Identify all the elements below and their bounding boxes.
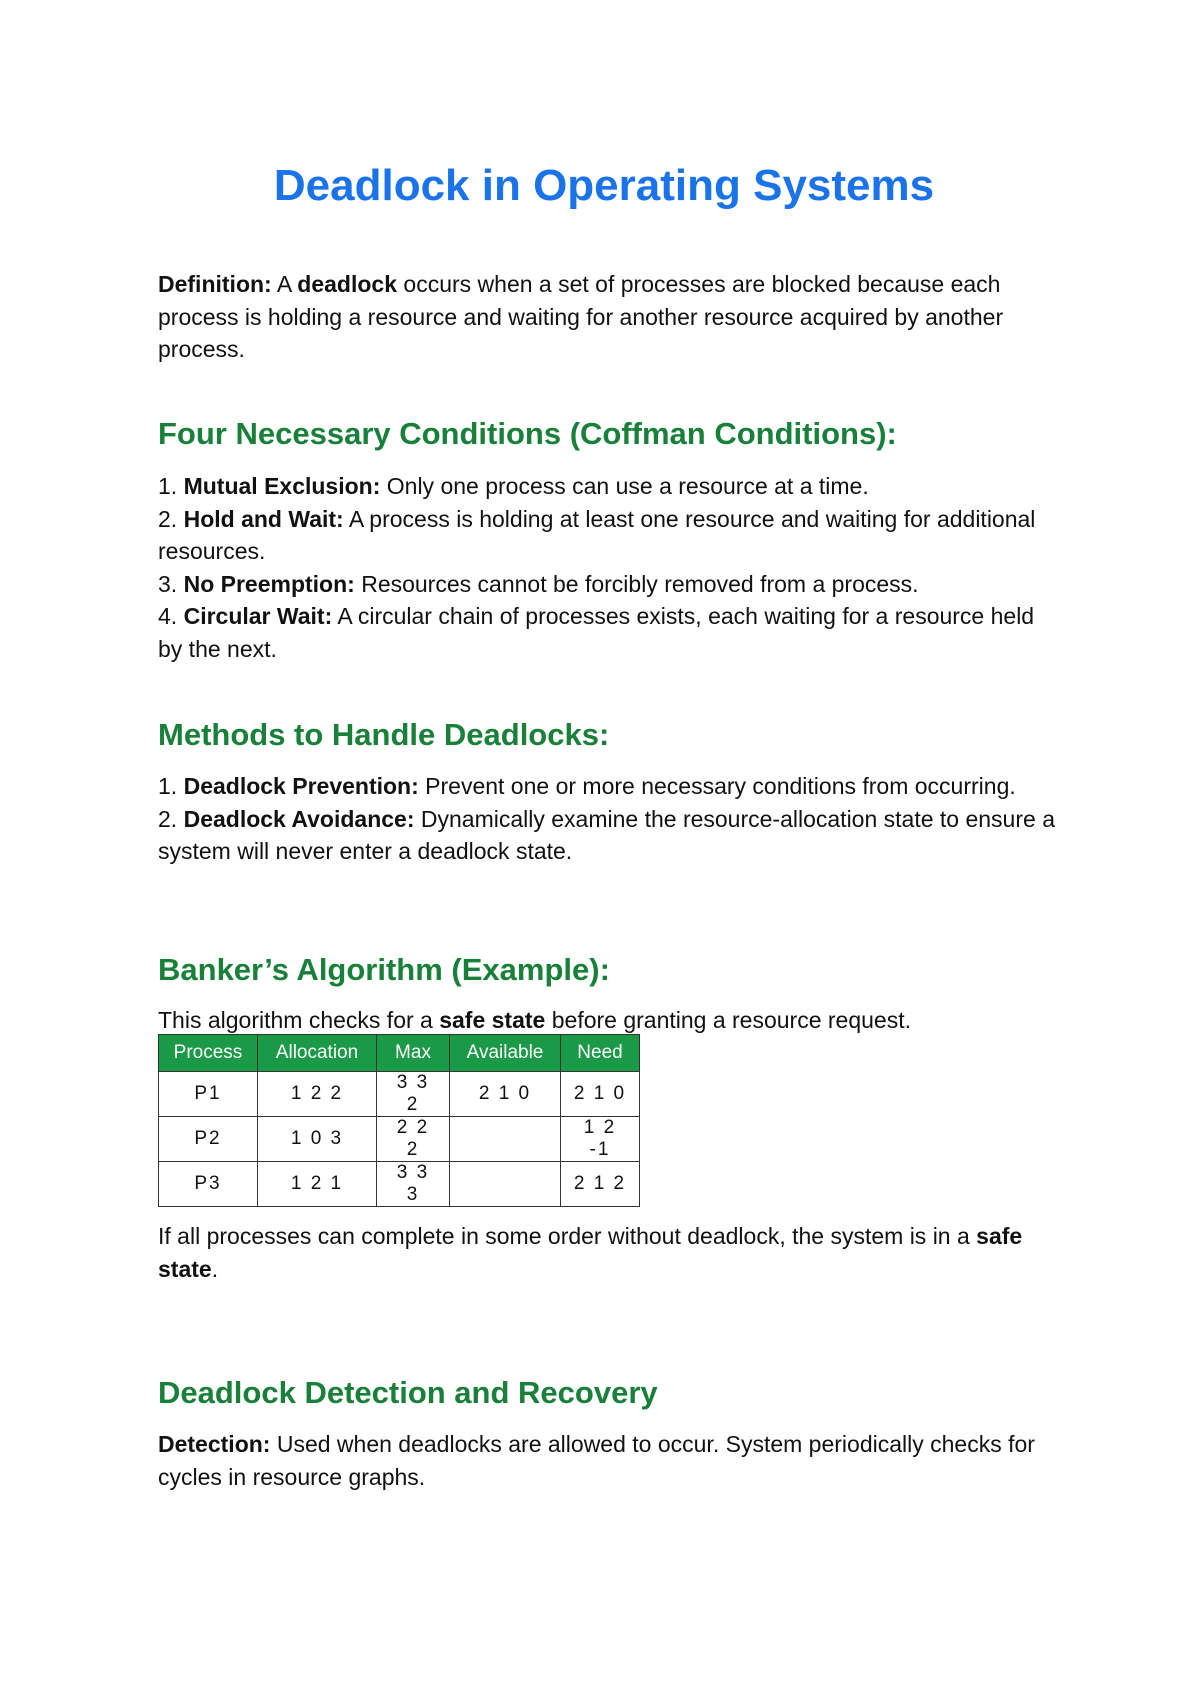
definition-pre: A — [271, 271, 298, 297]
definition-paragraph — [158, 268, 1058, 366]
coffman-item — [158, 503, 1058, 568]
bankers-intro-pre: This algorithm checks for a — [158, 1007, 440, 1033]
item-label: Circular Wait: — [183, 603, 333, 629]
item-label: Mutual Exclusion: — [183, 473, 381, 499]
bankers-heading: Banker’s Algorithm (Example): — [158, 952, 610, 987]
detection-label: Detection: — [158, 1431, 271, 1457]
table-cell: 1 2 -1 — [561, 1117, 640, 1162]
table-cell: 3 3 3 — [377, 1162, 450, 1207]
table-row — [159, 1117, 640, 1162]
definition-term: deadlock — [297, 271, 398, 297]
item-number: 4. — [158, 603, 184, 629]
item-text: A process is holding at least one resource and waiting for additional resources. — [158, 505, 1036, 564]
table-header-row — [159, 1035, 640, 1072]
table-row — [159, 1162, 640, 1207]
item-text: A circular chain of processes exists, each waiting for a resource held by the next. — [158, 603, 1035, 662]
item-number: 2. — [158, 805, 184, 832]
table-cell: P2 — [159, 1117, 258, 1162]
detection-heading: Deadlock Detection and Recovery — [158, 1375, 658, 1410]
table-cell: 3 3 2 — [377, 1072, 450, 1117]
table-cell: 2 1 0 — [450, 1072, 561, 1117]
coffman-heading: Four Necessary Conditions (Coffman Conditions): — [158, 416, 897, 451]
methods-list — [158, 770, 1058, 868]
table-cell — [450, 1117, 561, 1162]
table-cell: P3 — [159, 1162, 258, 1207]
methods-heading: Methods to Handle Deadlocks: — [158, 717, 610, 752]
methods-item — [158, 770, 1058, 803]
table-cell: 2 1 2 — [561, 1162, 640, 1207]
table-cell: 2 2 2 — [377, 1117, 450, 1162]
definition-label: Definition: — [158, 271, 272, 297]
table-cell: 2 1 0 — [561, 1072, 640, 1117]
item-number: 2. — [158, 505, 184, 532]
item-text: Prevent one or more necessary conditions from occurring. — [418, 773, 1016, 799]
bankers-intro — [158, 1004, 1058, 1037]
table-cell: 1 2 2 — [258, 1072, 377, 1117]
coffman-item — [158, 470, 1058, 503]
item-label: Hold and Wait: — [183, 505, 344, 532]
item-label: Deadlock Prevention: — [183, 773, 419, 799]
bankers-table — [158, 1034, 640, 1207]
item-number: 1. — [158, 473, 184, 499]
page-title: Deadlock in Operating Systems — [273, 161, 935, 210]
item-label: No Preemption: — [183, 570, 355, 597]
item-number: 3. — [158, 570, 184, 597]
table-cell: 1 2 1 — [258, 1162, 377, 1207]
detection-paragraph — [158, 1428, 1058, 1493]
item-text: Resources cannot be forcibly removed from a process. — [354, 570, 919, 597]
item-label: Deadlock Avoidance: — [183, 805, 415, 832]
conclusion-pre: If all processes can complete in some order without deadlock, the system is in a — [158, 1223, 977, 1249]
table-cell — [450, 1162, 561, 1207]
methods-item — [158, 803, 1058, 868]
item-text: Dynamically examine the resource-allocation state to ensure a system will never enter a deadlock state. — [158, 805, 1055, 864]
coffman-item — [158, 568, 1058, 601]
bankers-intro-term: safe state — [439, 1007, 546, 1033]
column-header: Need — [561, 1035, 640, 1072]
column-header: Process — [159, 1035, 258, 1072]
detection-text: Used when deadlocks are allowed to occur. System periodically checks for cycles in resource graphs. — [158, 1431, 1035, 1490]
conclusion-term: safe state — [158, 1223, 1023, 1282]
table-cell: 1 0 3 — [258, 1117, 377, 1162]
column-header: Available — [450, 1035, 561, 1072]
definition-text: occurs when a set of processes are blocked because each process is holding a resource and waiting for another resource acquired by another process. — [158, 271, 1004, 362]
bankers-conclusion — [158, 1220, 1058, 1285]
table-row — [159, 1072, 640, 1117]
bankers-intro-post: before granting a resource request. — [545, 1007, 912, 1033]
column-header: Allocation — [258, 1035, 377, 1072]
item-text: Only one process can use a resource at a time. — [380, 473, 869, 499]
coffman-list — [158, 470, 1058, 665]
coffman-item — [158, 600, 1058, 665]
table-cell: P1 — [159, 1072, 258, 1117]
conclusion-post: . — [211, 1255, 219, 1282]
item-number: 1. — [158, 773, 184, 799]
column-header: Max — [377, 1035, 450, 1072]
